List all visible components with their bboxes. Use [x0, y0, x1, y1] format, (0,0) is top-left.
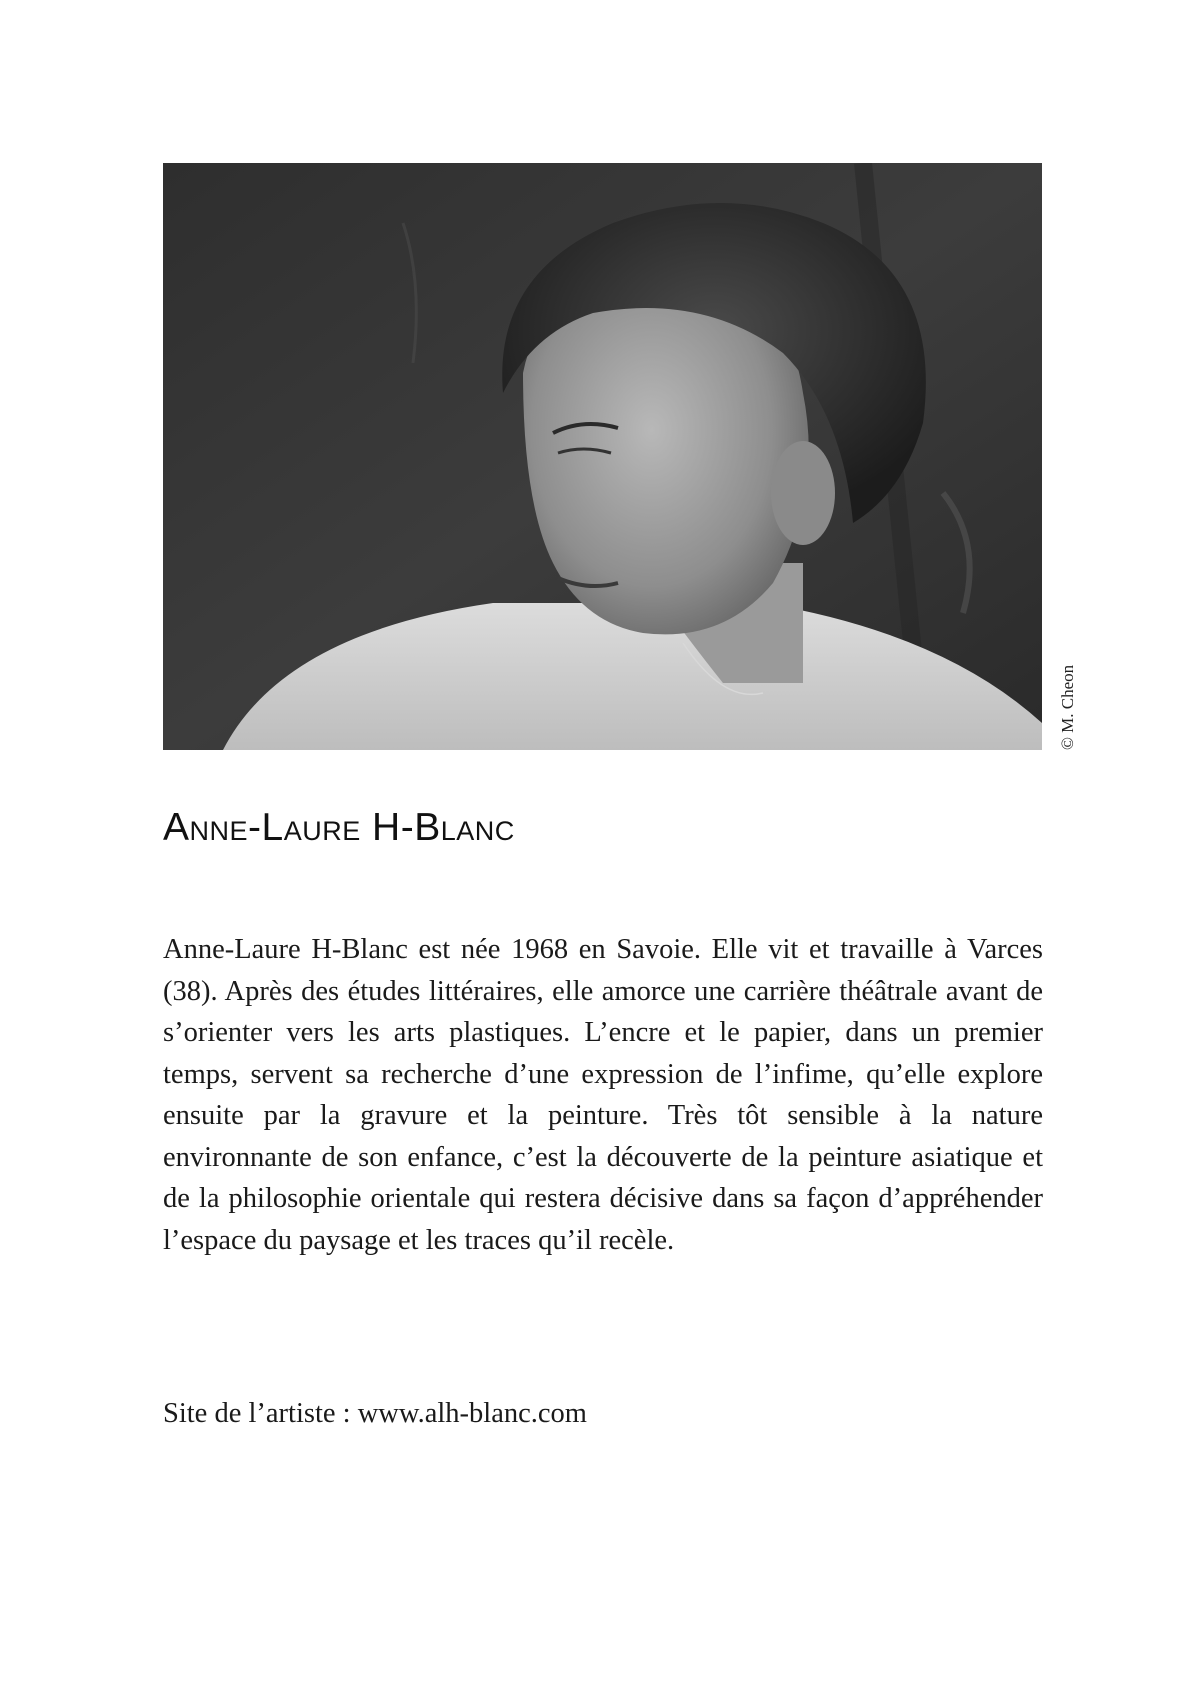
photo-credit: © M. Cheon	[1058, 664, 1077, 750]
artist-portrait-photo	[163, 163, 1042, 750]
artist-biography: Anne-Laure H-Blanc est née 1968 en Savoie. Elle vit et travaille à Varces (38). Après des études littéraires, elle amorce une carrière théâtrale avant de s’orienter vers les arts plastiques. L’encre et le papier, dans un premier temps, servent sa recherche d’une expression de l’infime, qu’elle explore ensuite par la gravure et la peinture. Très tôt sensible à la nature environnante de son enfance, c’est la découverte de la peinture asiatique et de la philosophie orientale qui restera décisive dans sa façon d’appréhender l’espace du paysage et les traces qu’il recèle.	[163, 934, 1043, 1256]
artist-website-line: Site de l’artiste : www.alh-blanc.com	[163, 1398, 587, 1429]
artist-name-heading: Anne-Laure H-Blanc	[163, 806, 515, 849]
